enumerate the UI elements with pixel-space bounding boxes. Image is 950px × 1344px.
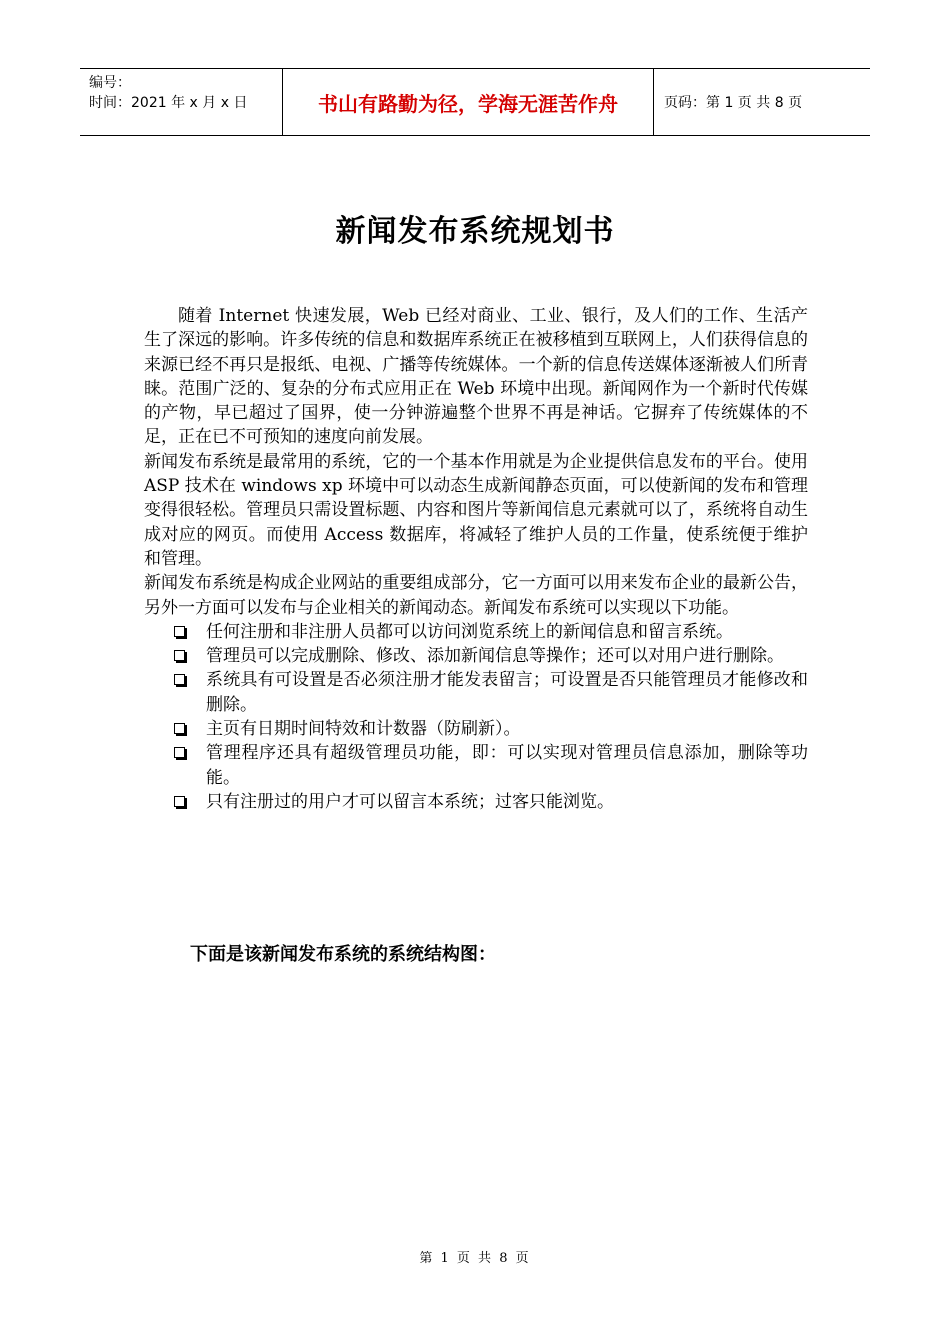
list-item <box>144 790 808 814</box>
checkbox-bullet-icon <box>174 723 185 734</box>
feature-list <box>144 620 808 814</box>
header-page-cell <box>654 69 870 135</box>
list-item <box>144 717 808 741</box>
intro-paragraph: 随着 Internet 快速发展，Web 已经对商业、工业、银行，及人们的工作、生活产生了深远的影响。许多传统的信息和数据库系统正在被移植到互联网上，人们获得信息的来源已经不再只是报纸、电视、广播等传统媒体。一个新的信息传送媒体逐渐被人们所青睐。范围广泛的、复杂的分布式应用正在 Web 环境中出现。新闻网作为一个新时代传媒的产物，早已超过了国界，使一分钟游遍整个世界不再是神话。它摒弃了传统媒体的不足，正在已不可预知的速度向前发展。 <box>144 306 808 448</box>
system-description-paragraph: 新闻发布系统是最常用的系统，它的一个基本作用就是为企业提供信息发布的平台。使用 ASP 技术在 windows xp 环境中可以动态生成新闻静态页面，可以使新闻的发布和管理变得很轻松。管理员只需设置标题、内容和图片等新闻信息元素就可以了，系统将自动生成对应的网页。而使用 Access 数据库，将减轻了维护人员的工作量，使系统便于维护和管理。 <box>144 451 808 569</box>
list-item <box>144 668 808 717</box>
feature-text: 管理程序还具有超级管理员功能，即：可以实现对管理员信息添加，删除等功能。 <box>206 743 808 788</box>
feature-text: 只有注册过的用户才可以留言本系统；过客只能浏览。 <box>206 791 614 812</box>
list-item <box>144 620 808 644</box>
feature-text: 任何注册和非注册人员都可以访问浏览系统上的新闻信息和留言系统。 <box>206 621 733 642</box>
checkbox-bullet-icon <box>174 796 185 807</box>
page-footer: 第 1 页 共 8 页 <box>419 1251 531 1266</box>
feature-text: 管理员可以完成删除、修改、添加新闻信息等操作；还可以对用户进行删除。 <box>206 646 784 667</box>
list-item <box>144 644 808 668</box>
checkbox-bullet-icon <box>174 650 185 661</box>
header-motto-cell <box>283 69 654 135</box>
document-header <box>80 68 870 136</box>
header-page-info: 页码：第 1 页 共 8 页 <box>664 95 803 111</box>
header-motto: 书山有路勤为径，学海无涯苦作舟 <box>318 91 618 116</box>
document-body <box>144 304 808 814</box>
checkbox-bullet-icon <box>174 674 185 685</box>
checkbox-bullet-icon <box>174 747 185 758</box>
document-date-label: 时间：2021 年 x 月 x 日 <box>89 95 248 111</box>
header-meta-cell <box>80 69 283 135</box>
checkbox-bullet-icon <box>174 626 185 637</box>
structure-diagram-heading: 下面是该新闻发布系统的系统结构图： <box>190 944 496 965</box>
list-item <box>144 741 808 790</box>
feature-text: 主页有日期时间特效和计数器（防刷新）。 <box>206 719 521 740</box>
feature-text: 系统具有可设置是否必须注册才能发表留言；可设置是否只能管理员才能修改和删除。 <box>206 670 808 715</box>
features-intro-paragraph: 新闻发布系统是构成企业网站的重要组成部分，它一方面可以用来发布企业的最新公告，另外一方面可以发布与企业相关的新闻动态。新闻发布系统可以实现以下功能。 <box>144 573 808 618</box>
document-title: 新闻发布系统规划书 <box>335 214 615 249</box>
document-number-label: 编号： <box>89 75 131 91</box>
